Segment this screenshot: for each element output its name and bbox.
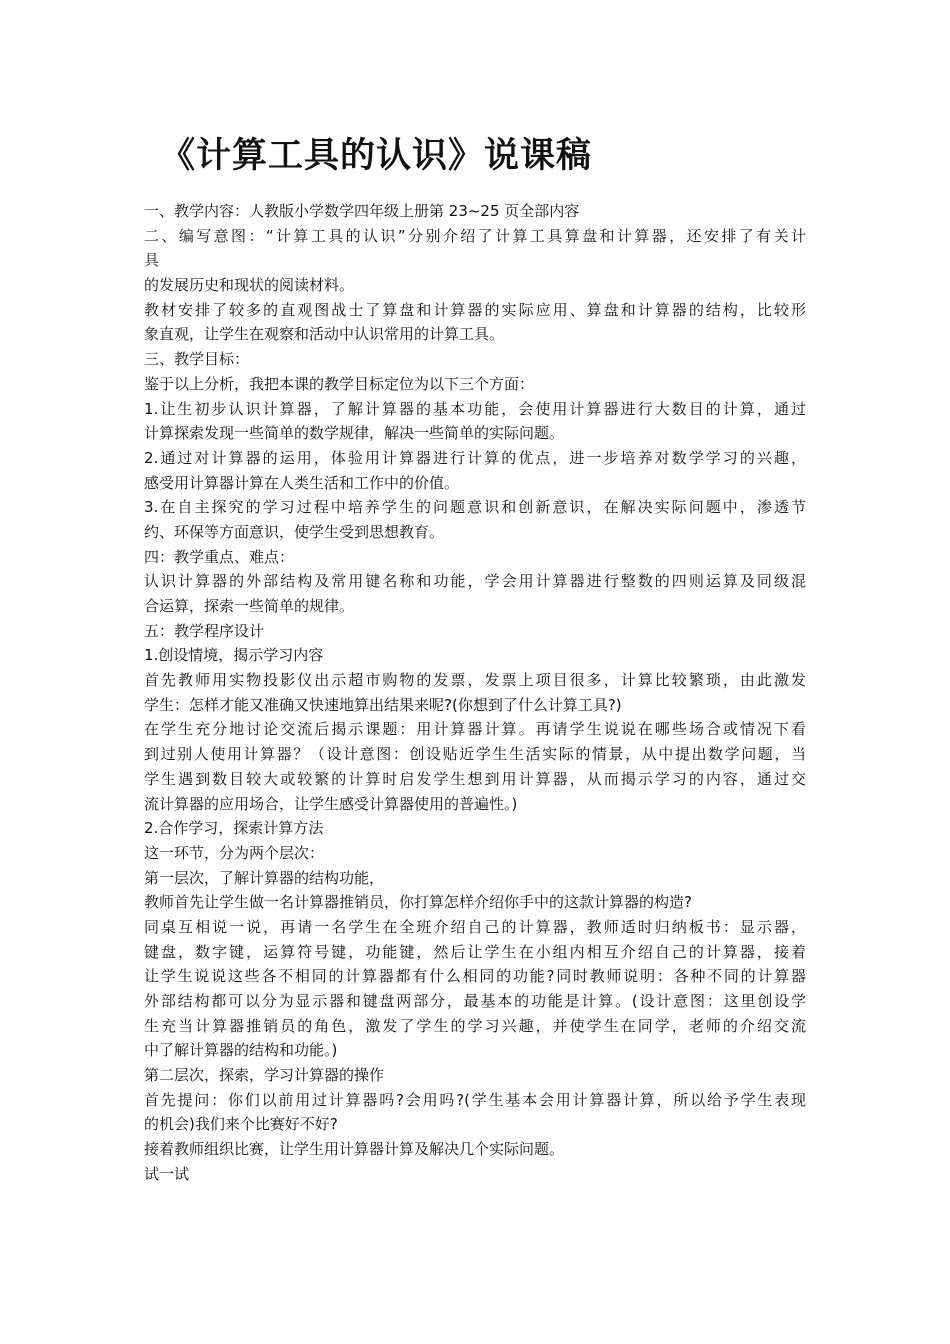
text-line: 首先教师用实物投影仪出示超市购物的发票，发票上项目很多，计算比较繁琐，由此激发 bbox=[144, 671, 806, 690]
text-line: 1.创设情境，揭示学习内容 bbox=[144, 646, 324, 665]
text-line: 外部结构都可以分为显示器和键盘两部分，最基本的功能是计算。(设计意图：这里创设学 bbox=[144, 992, 806, 1010]
text-line: 到过别人使用计算器？（设计意图：创设贴近学生生活实际的情景，从中提出数学问题，当 bbox=[144, 745, 806, 764]
document-body bbox=[144, 199, 806, 1187]
text-line: 教材安排了较多的直观图战士了算盘和计算器的实际应用、算盘和计算器的结构，比较形 bbox=[144, 300, 806, 319]
text-line: 3.在自主探究的学习过程中培养学生的问题意识和创新意识，在解决实际问题中，渗透节 bbox=[144, 498, 806, 517]
text-line: 生充当计算器推销员的角色，激发了学生的学习兴趣，并使学生在同学，老师的介绍交流 bbox=[144, 1016, 806, 1035]
document-title: 《计算工具的认识》说课稿 bbox=[160, 136, 593, 176]
text-line: 的机会)我们来个比赛好不好? bbox=[144, 1115, 338, 1134]
text-line: 教师首先让学生做一名计算器推销员，你打算怎样介绍你手中的这款计算器的构造? bbox=[144, 893, 692, 912]
text-line: 鉴于以上分析，我把本课的教学目标定位为以下三个方面： bbox=[144, 374, 535, 393]
text-line: 流计算器的应用场合，让学生感受计算器使用的普遍性。) bbox=[144, 794, 518, 813]
text-line: 在学生充分地讨论交流后揭示课题：用计算器计算。再请学生说说在哪些场合或情况下看 bbox=[144, 720, 806, 739]
text-line: 三、教学目标： bbox=[144, 350, 250, 369]
text-line: 学生遇到数目较大或较繁的计算时启发学生想到用计算器，从而揭示学习的内容，通过交 bbox=[144, 769, 806, 788]
text-line: 键盘，数字键，运算符号键，功能键，然后让学生在小组内相互介绍自己的计算器，接着 bbox=[144, 942, 806, 961]
text-line: 第一层次，了解计算器的结构功能， bbox=[144, 868, 385, 887]
text-line: 认识计算器的外部结构及常用键名称和功能，学会用计算器进行整数的四则运算及同级混 bbox=[144, 572, 806, 591]
text-line: 2.通过对计算器的运用，体验用计算器进行计算的优点，进一步培养对数学学习的兴趣， bbox=[144, 448, 806, 467]
text-line: 约、环保等方面意识，使学生受到思想教育。 bbox=[144, 522, 445, 541]
text-line: 五：教学程序设计 bbox=[144, 621, 265, 640]
text-line: 的发展历史和现状的阅读材料。 bbox=[144, 276, 355, 295]
text-line: 具 bbox=[144, 251, 160, 270]
text-line: 2.合作学习，探索计算方法 bbox=[144, 819, 324, 838]
text-line: 学生：怎样才能又准确又快速地算出结果来呢?(你想到了什么计算工具?) bbox=[144, 695, 622, 714]
text-line: 合运算，探索一些简单的规律。 bbox=[144, 597, 355, 615]
text-line: 试一试 bbox=[144, 1164, 190, 1183]
text-line: 接着教师组织比赛，让学生用计算器计算及解决几个实际问题。 bbox=[144, 1140, 565, 1159]
text-line: 让学生说说这些各不相同的计算器都有什么相同的功能?同时教师说明：各种不同的计算器 bbox=[144, 967, 806, 986]
text-line: 计算探索发现一些简单的数学规律，解决一些简单的实际问题。 bbox=[144, 424, 565, 443]
text-line: 第二层次，探索，学习计算器的操作 bbox=[144, 1066, 385, 1085]
text-line: 一、教学内容：人教版小学数学四年级上册第 23~25 页全部内容 bbox=[144, 202, 580, 220]
text-line: 这一环节，分为两个层次： bbox=[144, 843, 325, 862]
text-line: 同桌互相说一说，再请一名学生在全班介绍自己的计算器，教师适时归纳板书：显示器， bbox=[144, 917, 806, 936]
text-line: 四：教学重点、难点： bbox=[144, 547, 295, 566]
text-line: 二、编写意图：“计算工具的认识”分别介绍了计算工具算盘和计算器，还安排了有关计 bbox=[144, 226, 806, 245]
text-line: 1.让生初步认识计算器，了解计算器的基本功能，会使用计算器进行大数目的计算，通过 bbox=[144, 399, 806, 418]
text-line: 首先提问：你们以前用过计算器吗?会用吗?(学生基本会用计算器计算，所以给予学生表现 bbox=[144, 1090, 806, 1109]
text-line: 象直观，让学生在观察和活动中认识常用的计算工具。 bbox=[144, 325, 505, 344]
text-line: 中了解计算器的结构和功能。) bbox=[144, 1041, 338, 1060]
text-line: 感受用计算器计算在人类生活和工作中的价值。 bbox=[144, 473, 460, 492]
